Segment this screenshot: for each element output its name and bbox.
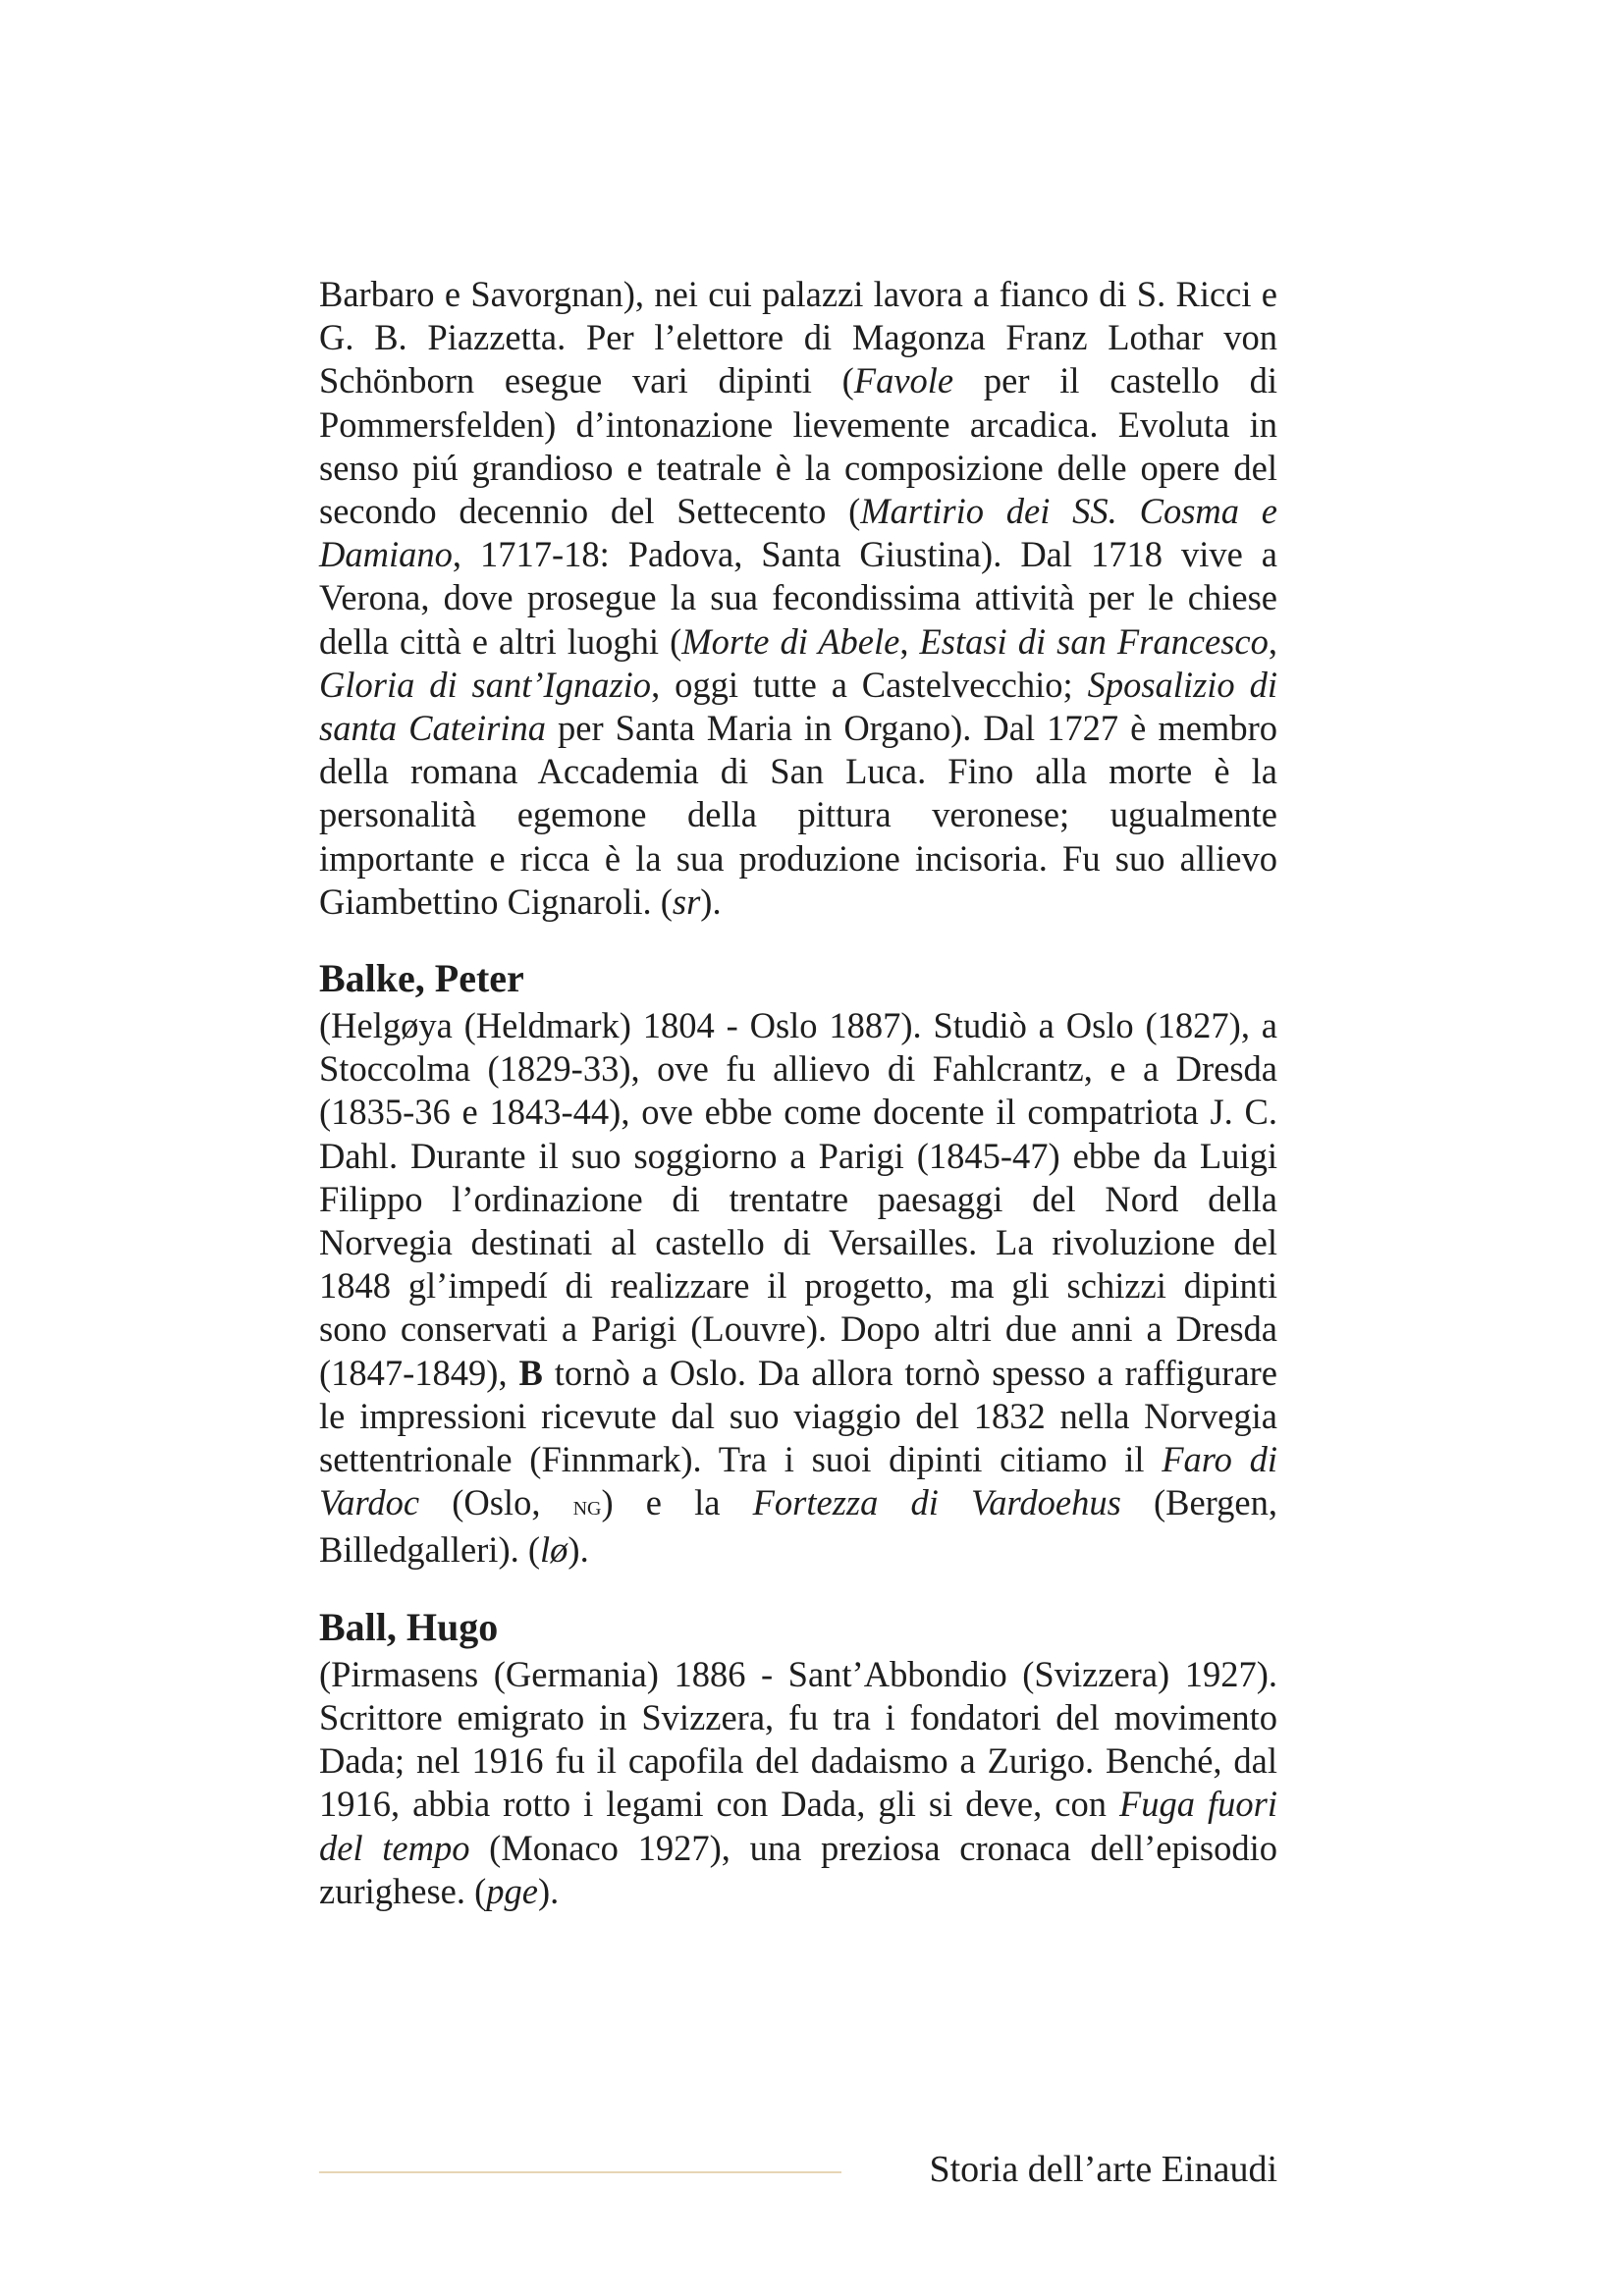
text-run: per Santa Maria in Organo). Dal 1727 è membro della romana Accademia di San Luca. Fino alla morte è la personalità egemone della pittura veronese; ugualmente importante e ricca è la sua produzione incisoria. Fu suo allievo Giambettino Cignaroli. ( [319, 708, 1277, 922]
continuation-paragraph [319, 273, 1277, 924]
text-run: (Helgøya (Heldmark) 1804 - Oslo 1887). Studiò a Oslo (1827), a Stoccolma (1829-33), ove fu allievo di Fahlcrantz, e a Dresda (1835-36 e 1843-44), ove ebbe come docente il compatriota J. C. Dahl. Durante il suo soggiorno a Parigi (1845-47) ebbe da Luigi Filippo l’ordinazione di trentatre paesaggi del Nord della Norvegia destinati al castello di Versailles. La rivoluzione del 1848 gl’impedí di realizzare il progetto, ma gli schizzi dipinti sono conservati a Parigi (Louvre). Dopo altri due anni a Dresda (1847-1849), [319, 1005, 1277, 1393]
text-run: per il castello di Pommersfelden) d’intonazione lievemente arcadica. Evoluta in senso piú grandioso e teatrale è la composizione delle opere del secondo decennio del Settecento ( [319, 360, 1277, 532]
text-run: , [899, 620, 920, 662]
name-abbreviation: B [518, 1352, 543, 1393]
text-run: ). [537, 1870, 560, 1911]
text-run: , 1717-18: Padova, Santa Giustina). Dal 1718 vive a Verona, dove prosegue la sua fecondissima attività per le chiese della città e altri luoghi ( [319, 534, 1277, 662]
artwork-title: Estasi di san Francesco [919, 620, 1269, 662]
text-run: (Monaco 1927), una preziosa cronaca dell’episodio zurighese. ( [319, 1827, 1277, 1911]
artwork-title: Sposalizio di santa Cateirina [319, 664, 1277, 749]
author-initials: pge [486, 1870, 538, 1911]
text-run: ). [568, 1529, 589, 1571]
footer-divider [319, 2171, 841, 2173]
text-run: (Oslo, [419, 1482, 573, 1523]
artwork-title: Faro di Vardoc [319, 1439, 1277, 1523]
author-initials: lø [540, 1529, 568, 1571]
museum-abbreviation-text: ng [572, 1491, 602, 1522]
text-column [319, 273, 1277, 1913]
artwork-title: Gloria di sant’Ignazio [319, 664, 652, 705]
entry-body-ball [319, 1653, 1277, 1913]
entry-heading-balke: Balke, Peter [319, 956, 524, 1001]
museum-abbreviation [573, 1491, 602, 1522]
entry-body-balke [319, 1004, 1277, 1573]
text-run: ) e la [601, 1482, 753, 1523]
text-run: (Pirmasens (Germania) 1886 - Sant’Abbondio (Svizzera) 1927). Scrittore emigrato in Svizzera, fu tra i fondatori del movimento Dada; nel 1916 fu il capofila del dadaismo a Zurigo. Benché, dal 1916, abbia rotto i legami con Dada, gli si deve, con [319, 1653, 1277, 1825]
artwork-title: Martirio dei SS. Cosma e Damiano [319, 491, 1277, 575]
footer-title: Storia dell’arte Einaudi [929, 2149, 1277, 2190]
artwork-title: Fuga fuori del tempo [319, 1784, 1277, 1868]
text-run: , [1268, 620, 1278, 662]
artwork-title: Fortezza di Vardoehus [752, 1482, 1121, 1523]
text-run: ). [700, 881, 722, 922]
text-run: , oggi tutte a Castelvecchio; [651, 664, 1088, 705]
artwork-title: Favole [853, 360, 954, 401]
artwork-title: Morte di Abele [681, 620, 900, 662]
author-initials: sr [672, 881, 701, 922]
text-run: Barbaro e Savorgnan), nei cui palazzi lavora a fianco di S. Ricci e G. B. Piazzetta. Per l’elettore di Magonza Franz Lothar von Schönborn esegue vari dipinti ( [319, 274, 1277, 401]
text-run: (Bergen, Billedgalleri). ( [319, 1482, 1277, 1571]
text-run: tornò a Oslo. Da allora tornò spesso a raffigurare le impressioni ricevute dal suo viaggio del 1832 nella Norvegia settentrionale (Finnmark). Tra i suoi dipinti citiamo il [319, 1352, 1278, 1480]
entry-heading-ball: Ball, Hugo [319, 1604, 499, 1649]
